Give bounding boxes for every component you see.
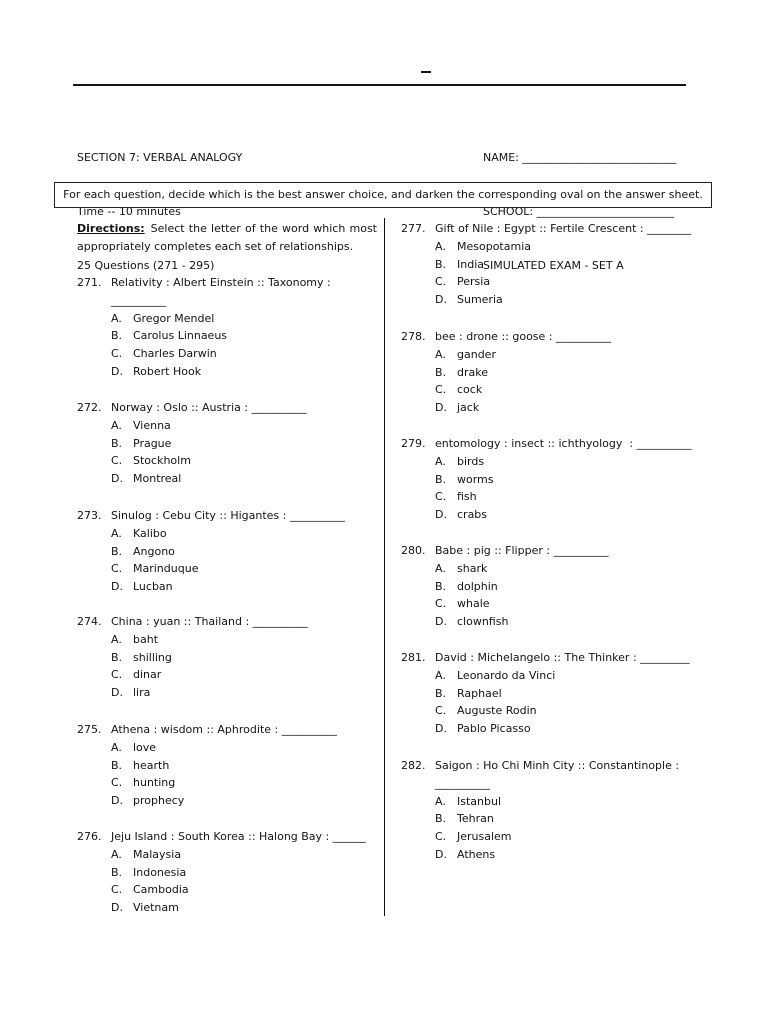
option-text: Montreal (133, 472, 182, 486)
option-letter: B. (435, 365, 447, 379)
answer-option-c (435, 273, 691, 291)
question-prompt: entomology : insect :: ichthyology : __________ (435, 437, 692, 450)
question-prompt: Gift of Nile : Egypt :: Fertile Crescent : ________ (435, 222, 692, 235)
option-letter: C. (435, 383, 447, 397)
answer-option-b (435, 578, 609, 596)
directions-label: Directions: (77, 222, 145, 235)
header-dash-mark (421, 71, 431, 73)
option-letter: B. (111, 758, 123, 772)
option-letter: A. (435, 561, 446, 575)
column-divider (384, 218, 386, 916)
option-text: Pablo Picasso (457, 722, 531, 736)
question-276 (77, 828, 366, 917)
answer-option-d (111, 363, 331, 381)
option-text: Stockholm (133, 454, 191, 468)
question-prompt: Relativity : Albert Einstein :: Taxonomy : (111, 276, 331, 289)
option-letter: C. (111, 668, 123, 682)
option-letter: B. (435, 812, 447, 826)
option-text: shark (457, 561, 488, 575)
option-text: love (133, 740, 157, 754)
question-280 (401, 542, 609, 631)
answer-option-c (435, 702, 690, 720)
answer-option-b (435, 685, 690, 703)
option-letter: A. (435, 347, 446, 361)
answer-option-a (435, 238, 691, 256)
option-letter: D. (111, 472, 123, 486)
answer-option-a (435, 346, 611, 364)
option-letter: C. (111, 883, 123, 897)
question-279 (401, 435, 692, 524)
question-277 (401, 220, 691, 309)
option-text: Marinduque (133, 562, 199, 576)
answer-option-c (435, 381, 611, 399)
answer-option-a (111, 417, 307, 435)
question-number: 271. (77, 276, 102, 289)
option-letter: C. (111, 562, 123, 576)
option-letter: C. (111, 347, 123, 361)
answer-option-c (111, 345, 331, 363)
option-text: Raphael (457, 686, 502, 700)
answer-option-d (435, 720, 690, 738)
option-letter: A. (111, 418, 122, 432)
directions (77, 220, 377, 256)
option-letter: A. (435, 668, 446, 682)
option-text: lira (133, 686, 151, 700)
answer-option-c (111, 560, 345, 578)
question-prompt: bee : drone :: goose : __________ (435, 330, 611, 343)
answer-option-a (435, 453, 692, 471)
option-letter: A. (435, 794, 446, 808)
answer-option-d (435, 291, 691, 309)
option-letter: D. (435, 722, 447, 736)
option-letter: D. (111, 686, 123, 700)
option-text: Persia (457, 275, 491, 289)
question-number: 282. (401, 759, 426, 772)
question-number: 277. (401, 222, 426, 235)
answer-option-b (435, 364, 611, 382)
option-text: Auguste Rodin (457, 704, 537, 718)
option-letter: C. (111, 776, 123, 790)
answer-option-d (435, 506, 692, 524)
option-text: Leonardo da Vinci (457, 668, 556, 682)
answer-option-b (111, 649, 308, 667)
option-letter: A. (111, 740, 122, 754)
option-letter: C. (435, 275, 447, 289)
option-letter: B. (435, 686, 447, 700)
question-number: 281. (401, 651, 426, 664)
question-count: 25 Questions (271 - 295) (77, 259, 215, 272)
option-letter: A. (435, 239, 446, 253)
option-letter: C. (435, 597, 447, 611)
option-text: Mesopotamia (457, 239, 531, 253)
question-prompt: China : yuan :: Thailand : __________ (111, 615, 308, 628)
option-letter: D. (435, 508, 447, 522)
option-text: fish (457, 490, 477, 504)
option-text: Lucban (133, 580, 173, 594)
answer-option-a (435, 667, 690, 685)
answer-option-b (111, 864, 366, 882)
option-letter: C. (435, 704, 447, 718)
option-text: Vietnam (133, 901, 179, 915)
question-275 (77, 721, 337, 810)
question-prompt: Athena : wisdom :: Aphrodite : __________ (111, 723, 337, 736)
option-text: birds (457, 454, 485, 468)
answer-option-d (111, 470, 307, 488)
question-number: 272. (77, 401, 102, 414)
answer-option-c (435, 595, 609, 613)
question-number: 278. (401, 330, 426, 343)
answer-option-d (435, 613, 609, 631)
option-letter: C. (435, 830, 447, 844)
answer-option-d (111, 684, 308, 702)
answer-option-b (111, 327, 331, 345)
question-number: 280. (401, 544, 426, 557)
option-text: Vienna (133, 418, 171, 432)
option-letter: C. (435, 490, 447, 504)
question-281 (401, 649, 690, 738)
answer-option-c (435, 828, 679, 846)
option-text: dolphin (457, 579, 498, 593)
answer-blank: __________ (111, 293, 166, 307)
option-text: hearth (133, 758, 170, 772)
answer-option-a (111, 631, 308, 649)
answer-option-d (111, 792, 337, 810)
option-text: Istanbul (457, 794, 502, 808)
option-letter: B. (435, 579, 447, 593)
option-letter: D. (111, 901, 123, 915)
school-field: SCHOOL: _________________________ (483, 205, 675, 218)
option-letter: D. (111, 364, 123, 378)
question-number: 275. (77, 723, 102, 736)
option-letter: B. (111, 329, 123, 343)
question-278 (401, 328, 611, 417)
question-prompt: Babe : pig :: Flipper : __________ (435, 544, 609, 557)
answer-option-b (435, 471, 692, 489)
option-text: Indonesia (133, 865, 187, 879)
option-text: baht (133, 632, 159, 646)
option-text: Carolus Linnaeus (133, 329, 228, 343)
section-title: SECTION 7: VERBAL ANALOGY (77, 151, 243, 164)
answer-option-a (435, 793, 679, 811)
option-text: Prague (133, 436, 172, 450)
question-prompt: Sinulog : Cebu City :: Higantes : __________ (111, 509, 345, 522)
option-letter: A. (111, 311, 122, 325)
option-letter: D. (111, 580, 123, 594)
answer-option-a (111, 739, 337, 757)
answer-option-b (111, 543, 345, 561)
answer-blank: __________ (435, 776, 490, 790)
instructions-box: For each question, decide which is the best answer choice, and darken the corresponding oval on the answer sheet. (54, 182, 712, 208)
question-number: 274. (77, 615, 102, 628)
option-text: Gregor Mendel (133, 311, 215, 325)
question-274 (77, 613, 308, 702)
option-text: jack (457, 401, 480, 415)
option-letter: A. (111, 632, 122, 646)
option-text: Tehran (457, 812, 494, 826)
question-number: 279. (401, 437, 426, 450)
question-prompt: Norway : Oslo :: Austria : __________ (111, 401, 307, 414)
option-text: gander (457, 347, 496, 361)
exam-set: SIMULATED EXAM - SET A (483, 259, 624, 272)
answer-option-c (435, 488, 692, 506)
question-prompt: David : Michelangelo :: The Thinker : _________ (435, 651, 690, 664)
option-text: India (457, 257, 484, 271)
option-text: Cambodia (133, 883, 189, 897)
header-rule (73, 84, 686, 86)
option-text: crabs (457, 508, 488, 522)
option-text: Jerusalem (457, 830, 512, 844)
answer-option-a (435, 560, 609, 578)
option-text: dinar (133, 668, 162, 682)
answer-option-a (111, 525, 345, 543)
answer-option-c (111, 774, 337, 792)
question-272 (77, 399, 307, 488)
option-letter: A. (111, 847, 122, 861)
option-letter: D. (435, 401, 447, 415)
option-letter: B. (111, 865, 123, 879)
question-273 (77, 507, 345, 596)
question-number: 276. (77, 830, 102, 843)
option-text: Athens (457, 847, 496, 861)
option-letter: D. (435, 293, 447, 307)
option-text: hunting (133, 776, 176, 790)
answer-option-c (111, 666, 308, 684)
option-text: prophecy (133, 794, 185, 808)
name-field: NAME: ____________________________ (483, 151, 677, 164)
option-letter: B. (111, 650, 123, 664)
option-text: Angono (133, 544, 175, 558)
option-text: drake (457, 365, 488, 379)
directions-text: Select the letter of the word which most appropriately completes each set of relationships. (77, 222, 377, 253)
option-text: Charles Darwin (133, 347, 217, 361)
question-282 (401, 757, 679, 864)
option-letter: C. (111, 454, 123, 468)
question-prompt: Jeju Island : South Korea :: Halong Bay : ______ (111, 830, 366, 843)
option-text: worms (457, 472, 494, 486)
time-limit: Time -- 10 minutes (77, 205, 181, 218)
option-letter: D. (435, 847, 447, 861)
option-letter: B. (435, 257, 447, 271)
option-text: Kalibo (133, 526, 167, 540)
answer-option-b (111, 757, 337, 775)
answer-option-c (111, 881, 366, 899)
option-letter: B. (111, 436, 123, 450)
answer-option-b (111, 435, 307, 453)
answer-option-b (435, 256, 691, 274)
option-letter: A. (435, 454, 446, 468)
answer-option-a (111, 310, 331, 328)
option-letter: D. (111, 794, 123, 808)
option-text: Malaysia (133, 847, 182, 861)
question-prompt: Saigon : Ho Chi Minh City :: Constantinople : (435, 759, 680, 772)
answer-option-a (111, 846, 366, 864)
question-271 (77, 274, 331, 381)
answer-option-b (435, 810, 679, 828)
option-letter: A. (111, 526, 122, 540)
option-text: shilling (133, 650, 172, 664)
answer-option-d (111, 578, 345, 596)
option-letter: D. (435, 615, 447, 629)
answer-option-d (111, 899, 366, 917)
option-text: clownfish (457, 615, 509, 629)
question-number: 273. (77, 509, 102, 522)
answer-option-d (435, 399, 611, 417)
option-text: whale (457, 597, 490, 611)
option-letter: B. (111, 544, 123, 558)
answer-option-c (111, 452, 307, 470)
option-text: Sumeria (457, 293, 503, 307)
option-text: Robert Hook (133, 364, 202, 378)
answer-option-d (435, 846, 679, 864)
option-letter: B. (435, 472, 447, 486)
option-text: cock (457, 383, 483, 397)
